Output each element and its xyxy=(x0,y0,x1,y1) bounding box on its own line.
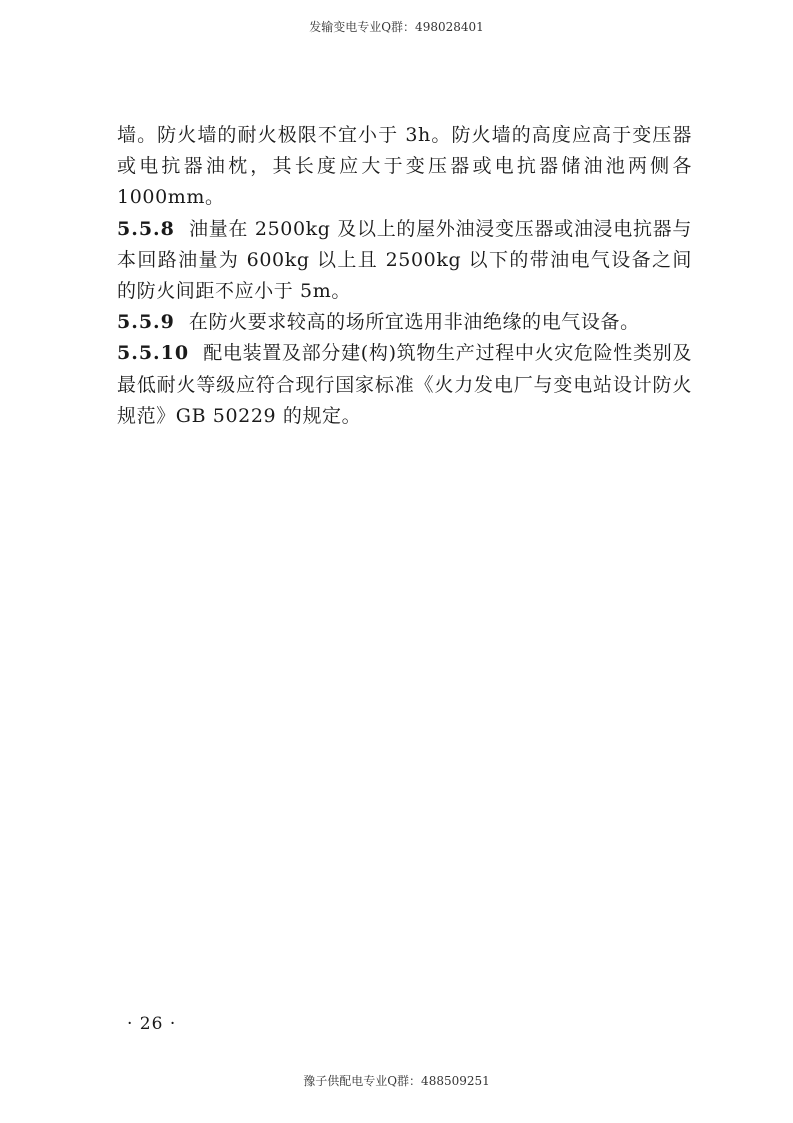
document-body xyxy=(117,120,692,432)
clause-5-5-8 xyxy=(117,214,692,308)
clause-number: 5.5.10 xyxy=(117,342,190,365)
clause-text: 油量在 2500kg 及以上的屋外油浸变压器或油浸电抗器与本回路油量为 600kg 以上且 2500kg 以下的带油电气设备之间的防火间距不应小于 5m。 xyxy=(117,217,692,303)
header-group-note: 发输变电专业Q群：498028401 xyxy=(309,20,484,34)
clause-5-5-10 xyxy=(117,338,692,432)
footer-group-note: 豫子供配电专业Q群：488509251 xyxy=(303,1074,490,1088)
clause-number: 5.5.9 xyxy=(117,311,175,334)
clause-text: 配电装置及部分建(构)筑物生产过程中火灾危险性类别及最低耐火等级应符合现行国家标准《火力发电厂与变电站设计防火规范》GB 50229 的规定。 xyxy=(117,342,692,427)
clause-5-5-9 xyxy=(117,307,692,338)
page-number: · 26 · xyxy=(127,1014,177,1034)
clause-text: 在防火要求较高的场所宜选用非油绝缘的电气设备。 xyxy=(188,311,640,334)
continued-paragraph: 墙。防火墙的耐火极限不宜小于 3h。防火墙的高度应高于变压器或电抗器油枕，其长度应大于变压器或电抗器储油池两侧各 1000mm。 xyxy=(117,124,692,209)
clause-number: 5.5.8 xyxy=(117,217,175,240)
